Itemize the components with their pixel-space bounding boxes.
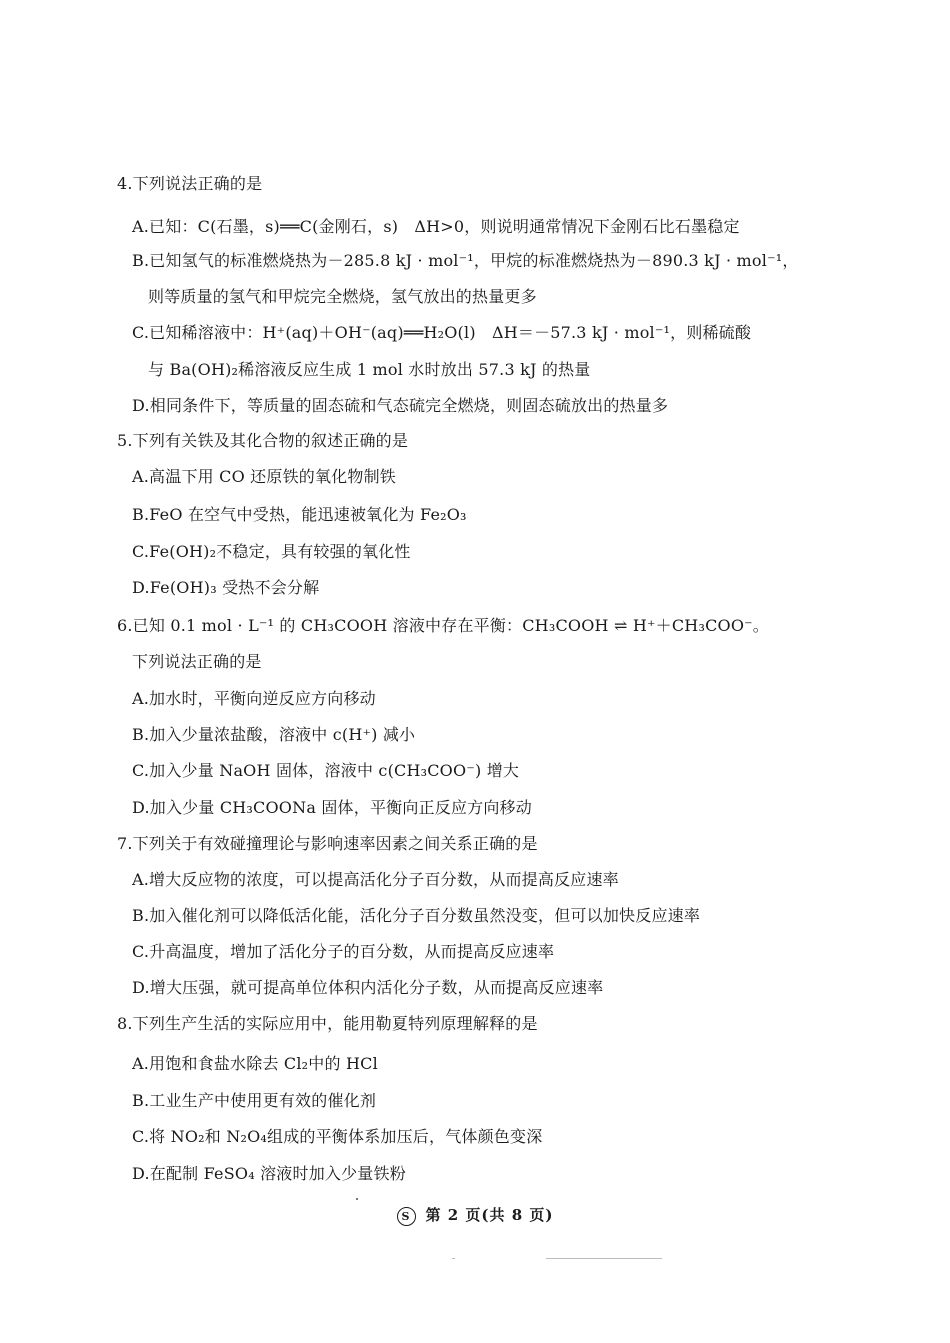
- question-7-option-b: B.加入催化剂可以降低活化能，活化分子百分数虽然没变，但可以加快反应速率: [132, 906, 701, 925]
- page-number: 第 2 页(共 8 页): [425, 1206, 554, 1224]
- question-8-option-a: A.用饱和食盐水除去 Cl₂中的 HCl: [132, 1054, 378, 1073]
- question-5-option-a: A.高温下用 CO 还原铁的氧化物制铁: [132, 467, 396, 486]
- question-5-option-b: B.FeO 在空气中受热，能迅速被氧化为 Fe₂O₃: [132, 505, 467, 524]
- question-5-option-d: D.Fe(OH)₃ 受热不会分解: [132, 578, 320, 597]
- question-4-option-b: B.已知氢气的标准燃烧热为－285.8 kJ · mol⁻¹，甲烷的标准燃烧热为－890.3 kJ · mol⁻¹，: [132, 251, 799, 270]
- scan-speck: [356, 1198, 358, 1200]
- question-4-stem: 4.下列说法正确的是: [117, 174, 263, 193]
- question-6-option-b: B.加入少量浓盐酸，溶液中 c(H⁺) 减小: [132, 725, 416, 744]
- question-5-stem: 5.下列有关铁及其化合物的叙述正确的是: [117, 431, 409, 450]
- scan-speck: [546, 1258, 662, 1259]
- question-8-option-c: C.将 NO₂和 N₂O₄组成的平衡体系加压后，气体颜色变深: [132, 1127, 543, 1146]
- question-7-option-c: C.升高温度，增加了活化分子的百分数，从而提高反应速率: [132, 942, 555, 961]
- question-8-stem: 8.下列生产生活的实际应用中，能用勒夏特列原理解释的是: [117, 1014, 538, 1033]
- question-4-option-c-continued: 与 Ba(OH)₂稀溶液反应生成 1 mol 水时放出 57.3 kJ 的热量: [148, 360, 591, 379]
- page-footer: [0, 1204, 950, 1226]
- question-7-option-d: D.增大压强，就可提高单位体积内活化分子数，从而提高反应速率: [132, 978, 604, 997]
- question-8-option-b: B.工业生产中使用更有效的催化剂: [132, 1091, 377, 1110]
- question-4-option-a: A.已知：C(石墨，s)══C(金刚石，s) ΔH>0，则说明通常情况下金刚石比石墨稳定: [132, 217, 740, 236]
- question-6-stem: 6.已知 0.1 mol · L⁻¹ 的 CH₃COOH 溶液中存在平衡：CH₃COOH ⇌ H⁺＋CH₃COO⁻。: [117, 616, 769, 635]
- question-4-option-c: C.已知稀溶液中：H⁺(aq)＋OH⁻(aq)══H₂O(l) ΔH＝－57.3 kJ · mol⁻¹，则稀硫酸: [132, 323, 752, 342]
- question-7-option-a: A.增大反应物的浓度，可以提高活化分子百分数，从而提高反应速率: [132, 870, 619, 889]
- question-6-option-c: C.加入少量 NaOH 固体，溶液中 c(CH₃COO⁻) 增大: [132, 761, 520, 780]
- scan-speck: [452, 1258, 455, 1259]
- question-6-option-a: A.加水时，平衡向逆反应方向移动: [132, 689, 376, 708]
- question-4-option-d: D.相同条件下，等质量的固态硫和气态硫完全燃烧，则固态硫放出的热量多: [132, 396, 669, 415]
- question-5-option-c: C.Fe(OH)₂不稳定，具有较强的氧化性: [132, 542, 411, 561]
- question-8-option-d: D.在配制 FeSO₄ 溶液时加入少量铁粉: [132, 1164, 406, 1183]
- question-7-stem: 7.下列关于有效碰撞理论与影响速率因素之间关系正确的是: [117, 834, 538, 853]
- subject-mark-icon: S: [397, 1207, 416, 1226]
- question-4-option-b-continued: 则等质量的氢气和甲烷完全燃烧，氢气放出的热量更多: [148, 287, 537, 306]
- question-6-option-d: D.加入少量 CH₃COONa 固体，平衡向正反应方向移动: [132, 798, 532, 817]
- question-6-stem-continued: 下列说法正确的是: [132, 652, 262, 671]
